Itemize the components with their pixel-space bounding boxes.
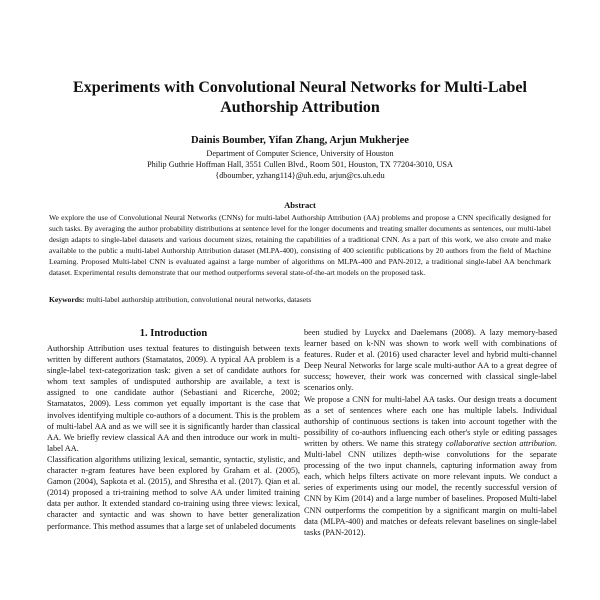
affiliation-address: Philip Guthrie Hoffman Hall, 3551 Cullen Blvd., Room 501, Houston, TX 77204-3010, USA: [147, 160, 453, 169]
left-column: [47, 327, 300, 600]
keywords-text: multi-label authorship attribution, convolutional neural networks, datasets: [86, 295, 312, 304]
affiliation-emails: {dboumber, yzhang114}@uh.edu, arjun@cs.uh.edu: [215, 171, 385, 180]
intro-paragraph-1: Authorship Attribution uses textual features to distinguish between texts written by different authors (Stamatatos, 2009). A typical AA problem is a single-label text-categorization task: given a set of candidate authors for whom text samples of undisputed authorship are available, a text is assigned to one candidate author (Sebastiani and Ricerche, 2002; Stamatatos, 2009). Less common yet equally important is the case that involves identifying multiple co-authors of a document. This is the problem of multi-label AA and as we will see it is significantly harder than classical AA. We briefly review classical AA and then introduce our work in multi-label AA.: [47, 344, 300, 453]
keywords-label: Keywords:: [49, 295, 85, 304]
affiliation-department: Department of Computer Science, University of Houston: [206, 149, 394, 158]
right-paragraph-1: been studied by Luyckx and Daelemans (2008). A lazy memory-based learner based on k-NN was shown to work well with combinations of features. Ruder et al. (2016) used character level and hybrid multi-channel Deep Neural Networks for large scale multi-author AA to a great degree of success; however, their work was concerned with classical single-label scenarios only.: [304, 328, 557, 393]
right-column: [304, 327, 557, 600]
author-list: Dainis Boumber, Yifan Zhang, Arjun Mukherjee: [191, 135, 409, 146]
paper-title: Experiments with Convolutional Neural Networks for Multi-Label Authorship Attribution: [73, 79, 527, 116]
affiliation: [40, 148, 560, 181]
right-paragraph-2-start: We propose a CNN for multi-label AA tasks. Our design treats a document as a set of sentences where each one has multiple labels. Individual authorship of continuous sections is taken into account together with the possibility of co-authors influencing each other's style or editing passages written by others. We name this strategy: [304, 394, 557, 448]
abstract-text: We explore the use of Convolutional Neural Networks (CNNs) for multi-label Authorship Attribution (AA) problems and propose a CNN specifically designed for such tasks. By averaging the author probability distributions at sentence level for the longer documents and treating smaller documents as sentences, our multi-label design adapts to single-label datasets and various document sizes, retaining the capabilities of a traditional CNN. As a part of this work, we also create and make available to the public a multi-label Authorship Attribution dataset (MLPA-400), consisting of 400 scientific publications by 20 authors from the field of Machine Learning. Proposed Multi-label CNN is evaluated against a large number of algorithms on MLPA-400 and PAN-2012, a traditional single-label AA benchmark dataset. Experimental results demonstrate that our method outperforms several state-of-the-art models on the proposed task.: [49, 213, 551, 277]
keywords-line: [49, 294, 551, 305]
right-paragraph-2: [304, 394, 557, 538]
right-paragraph-2-end: . Multi-label CNN utilizes depth-wise convolutions for the separate processing of the two input channels, capturing information away from each, which helps filters activate on more relevant inputs. We conduct a series of experiments using our model, the recently successful version of CNN by Kim (2014) and a large number of baselines. Proposed Multi-label CNN outperforms the competition by a significant margin on multi-label data (MLPA-400) and matches or defeats relevant baselines on single-label tasks (PAN-2012).: [304, 438, 557, 537]
intro-paragraph-2: Classification algorithms utilizing lexical, semantic, syntactic, stylistic, and character n-gram features have been explored by Graham et al. (2005), Gamon (2004), Sapkota et al. (2015), and Shrestha et al. (2017). Qian et al. (2014) proposed a tri-training method to solve AA under limited training data per author. It extended standard co-training using three views: lexical, character and syntactic and was shown to have better generalization performance. This method assumes that a large set of unlabeled documents: [47, 454, 300, 531]
emphasis-term: collaborative section attribution: [445, 438, 555, 448]
section-heading-introduction: 1. Introduction: [139, 328, 208, 339]
abstract-heading: Abstract: [284, 200, 316, 210]
